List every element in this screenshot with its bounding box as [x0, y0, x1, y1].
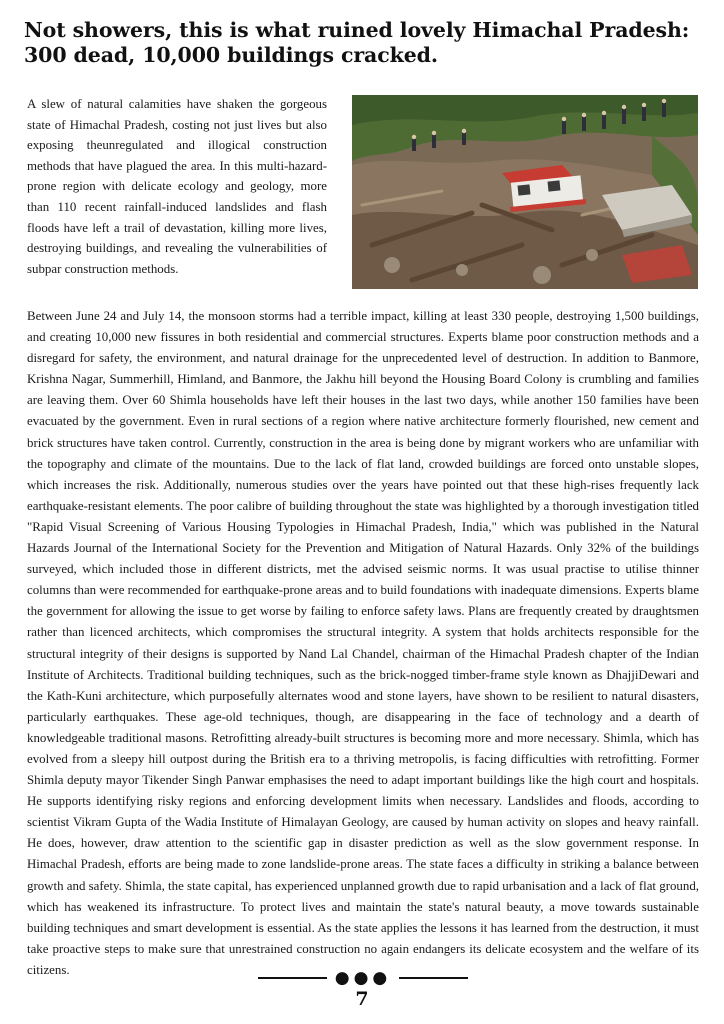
page-number: 7 — [355, 988, 369, 1010]
article-headline — [24, 18, 704, 68]
landslide-photo — [352, 95, 698, 289]
ornament-rule-right — [399, 977, 468, 979]
intro-paragraph: A slew of natural calamities have shaken the gorgeous state of Himachal Pradesh, costing not just lives but also exposing theunregulated and illogical construction methods that have plagued the area. In this multi-hazard-prone region with delicate ecology and geology, more than 110 recent rainfall-induced landslides and flash floods have left a trail of devastation, killing more lives, destroying buildings, and revealing the vulnerabilities of subpar construction methods. — [27, 97, 327, 276]
article-body: Between June 24 and July 14, the monsoon storms had a terrible impact, killing at least 330 people, destroying 1,500 buildings, and creating 10,000 new fissures in both residential and commercial structures. Experts blame poor construction methods and a disregard for safety, the environment, and natural drainage for the unprecedented level of destruction. In addition to Banmore, Krishna Nagar, Summerhill, Himland, and Banmore, the Jakhu hill beyond the Housing Board Colony is crumbling and families are leaving them. Over 60 Shimla households have left their houses in the last two days, while another 150 families have been evacuated by the government. Even in rural sections of a region where native architecture formerly flourished, new cement and brick structures have taken control. Currently, construction in the area is being done by migrant workers who are unfamiliar with the topography and climate of the mountains. Due to the lack of flat land, crowded buildings are forced onto unstable slopes, which increases the risk. Additionally, numerous studies over the years have pointed out that these high-rises frequently lack earthquake-resistant elements. The poor calibre of building throughout the state was highlighted by a thorough investigation titled "Rapid Visual Screening of Various Housing Typologies in Himachal Pradesh, India," which was published in the Natural Hazards Journal of the International Society for the Prevention and Mitigation of Natural Hazards. Only 32% of the buildings surveyed, which included those in different districts, met the advised seismic norms. It was usual practise to utilise thinner columns than were recommended for earthquake-prone areas and to build foundations with inadequate dimensions. Experts blame the government for allowing the issue to get worse by failing to enforce safety laws. Plans are frequently created by draughtsmen rather than licenced architects, which compromises the structural integrity. A system that holds architects responsible for the structural integrity of their designs is supported by Nand Lal Chandel, chairman of the Himachal Pradesh chapter of the Indian Institute of Architects. Traditional building techniques, such as the brick-nogged timber-frame style known as DhajjiDewari and the Kath-Kuni architecture, which purposefully alternates wood and stone layers, have shown to be resilient to natural disasters, particularly earthquakes. These age-old techniques, though, are disappearing in the face of technology and a dearth of knowledgeable traditional masons. Retrofitting already-built structures is becoming more and more necessary. Shimla, which has evolved from a sleepy hill outpost during the British era to a thriving metropolis, is facing difficulties with retrofitting. Former Shimla deputy mayor Tikender Singh Panwar emphasises the need to adapt important buildings like the high court and hospitals. He supports identifying risky regions and enforcing development limits when necessary. Landslides and floods, according to scientist Vikram Gupta of the Wadia Institute of Himalayan Geology, are caused by human activity on slopes and heavy rainfall. He does, however, draw attention to the scientific gap in disaster prediction as well as the slow government response. In Himachal Pradesh, efforts are being made to zone landslide-prone areas. The state faces a difficulty in striking a balance between growth and safety. Shimla, the state capital, has experienced unplanned growth due to rapid urbanisation and a lack of flat ground, which has weakened its infrastructure. To protect lives and maintain the state's natural beauty, a move towards sustainable building techniques and smart development is essential. As the state applies the lessons it has learned from the destruction, it must take proactive steps to make sure that unrestrained construction no again endangers its delicate ecosystem and the welfare of its citizens. — [27, 309, 699, 977]
headline-line-2: 300 dead, 10,000 buildings cracked. — [24, 43, 438, 67]
footer-ornament — [258, 968, 468, 988]
ornament-dots: ●●● — [334, 968, 392, 988]
headline-line-1: Not showers, this is what ruined lovely Himachal Pradesh: — [24, 18, 690, 42]
ornament-rule-left — [258, 977, 327, 979]
landslide-scene-illustration — [352, 95, 698, 289]
